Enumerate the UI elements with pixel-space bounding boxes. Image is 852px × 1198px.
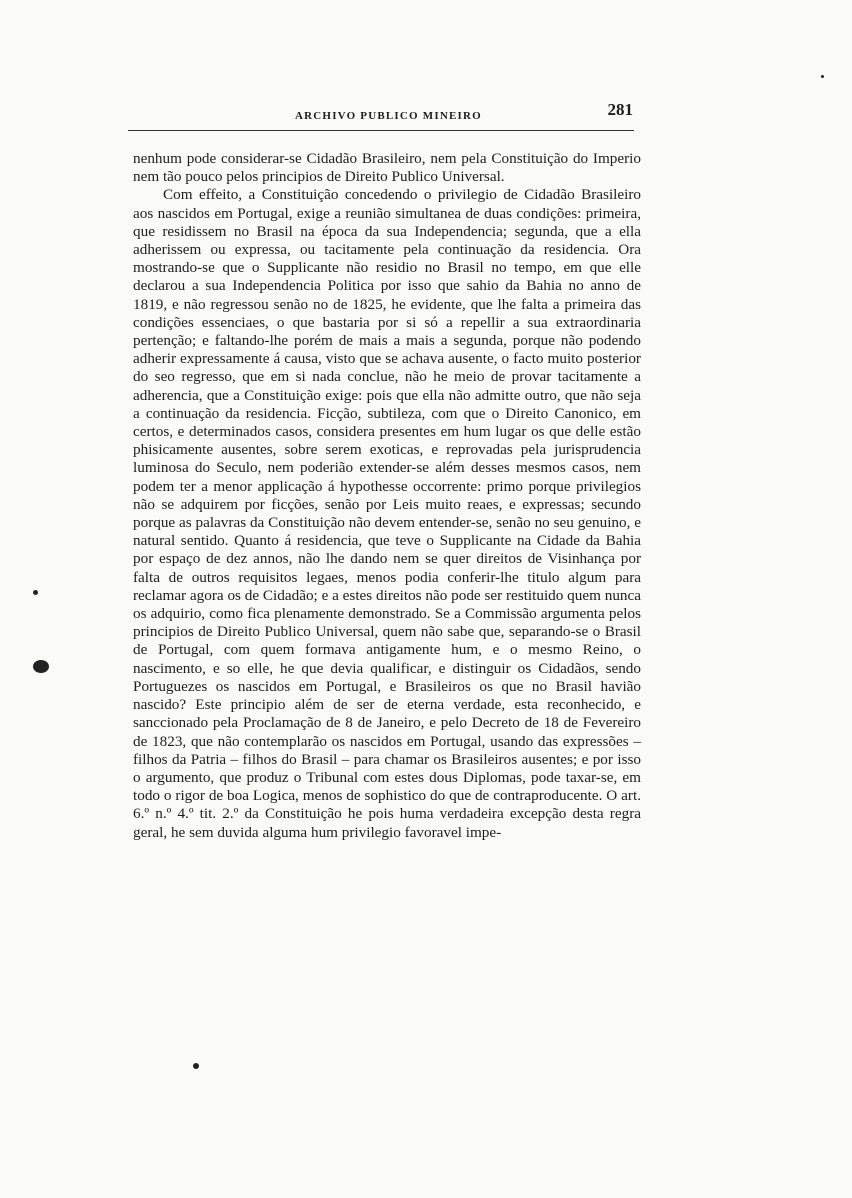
body-text xyxy=(133,150,641,842)
ink-speck xyxy=(33,590,38,595)
ink-speck xyxy=(193,1063,199,1069)
ink-speck xyxy=(821,75,824,78)
page-number: 281 xyxy=(607,100,633,119)
paragraph-main: Com effeito, a Constituição concedendo o privilegio de Cidadão Brasileiro aos nascidos em Portugal, exige a reunião simultanea de duas condições: primeira, que residissem no Brasil na época da sua Independencia; segunda, que a ella adherissem ou expressa, ou tacitamente pela continuação da residencia. Ora mostrando-se que o Supplicante não residio no Brasil no tempo, em que elle declarou a sua Independencia Politica por isso que sahio da Bahia no anno de 1819, e não regressou senão no de 1825, he evidente, que lhe falta a primeira das condições essenciaes, o que bastaria por si só a repellir a sua extraordinaria pertenção; e faltando-lhe porém de mais a mais a segunda, porque não podendo adherir expressamente á causa, visto que se achava ausente, o facto muito posterior do seo regresso, que em si nada conclue, não he meio de provar tacitamente a adherencia, que a Constituição exige: pois que ella não admitte outro, que não seja a continuação da residencia. Ficção, subtileza, com que o Direito Canonico, em certos, e determinados casos, considera presentes em hum lugar os que delle estão phisicamente ausentes, sobre serem exoticas, e reprovadas pela jurisprudencia luminosa do Seculo, nem poderião extender-se além desses mesmos casos, nem podem ter a menor applicação á hypothesse occorrente: primo porque privilegios não se adquirem por ficções, senão por Leis muito reaes, e expressas; secundo porque as palavras da Constituição não devem entender-se, senão no seu genuino, e natural sentido. Quanto á residencia, que teve o Supplicante na Cidade da Bahia por espaço de dez annos, não lhe dando nem se quer direitos de Visinhança por falta de outros requisitos legaes, menos podia conferir-lhe titulo algum para reclamar agora os de Cidadão; e a estes direitos não pode ser restituido quem nunca os adquirio, como fica plenamente demonstrado. Se a Commissão argumenta pelos principios de Direito Publico Universal, quem não sabe que, separando-se o Brasil de Portugal, com quem formava antigamente hum, e o mesmo Reino, o nascimento, e so elle, he que devia qualificar, e distinguir os Cidadãos, sendo Portuguezes os nascidos em Portugal, e Brasileiros os que no Brasil havião nascido? Este principio além de ser de eterna verdade, esta reconhecido, e sanccionado pela Proclamação de 8 de Janeiro, e pelo Decreto de 18 de Fevereiro de 1823, que não contemplarão os nascidos em Portugal, usando das expressões – filhos da Patria – filhos do Brasil – para chamar os Brasileiros ausentes; e por isso o argumento, que produz o Tribunal com estes dous Diplomas, pode taxar-se, em todo o rigor de boa Logica, menos de sophistico do que de contraproducente. O art. 6.º n.º 4.º tit. 2.º da Constituição he pois huma verdadeira excepção desta regra geral, he sem duvida alguma hum privilegio favoravel impe- xyxy=(133,186,641,841)
ink-blot xyxy=(33,660,49,673)
running-head: ARCHIVO PUBLICO MINEIRO xyxy=(295,110,482,122)
header-rule xyxy=(128,130,634,131)
page-header xyxy=(135,100,635,134)
paragraph-continuation: nenhum pode considerar-se Cidadão Brasileiro, nem pela Constituição do Imperio nem tão pouco pelos principios de Direito Publico Universal. xyxy=(133,150,641,186)
